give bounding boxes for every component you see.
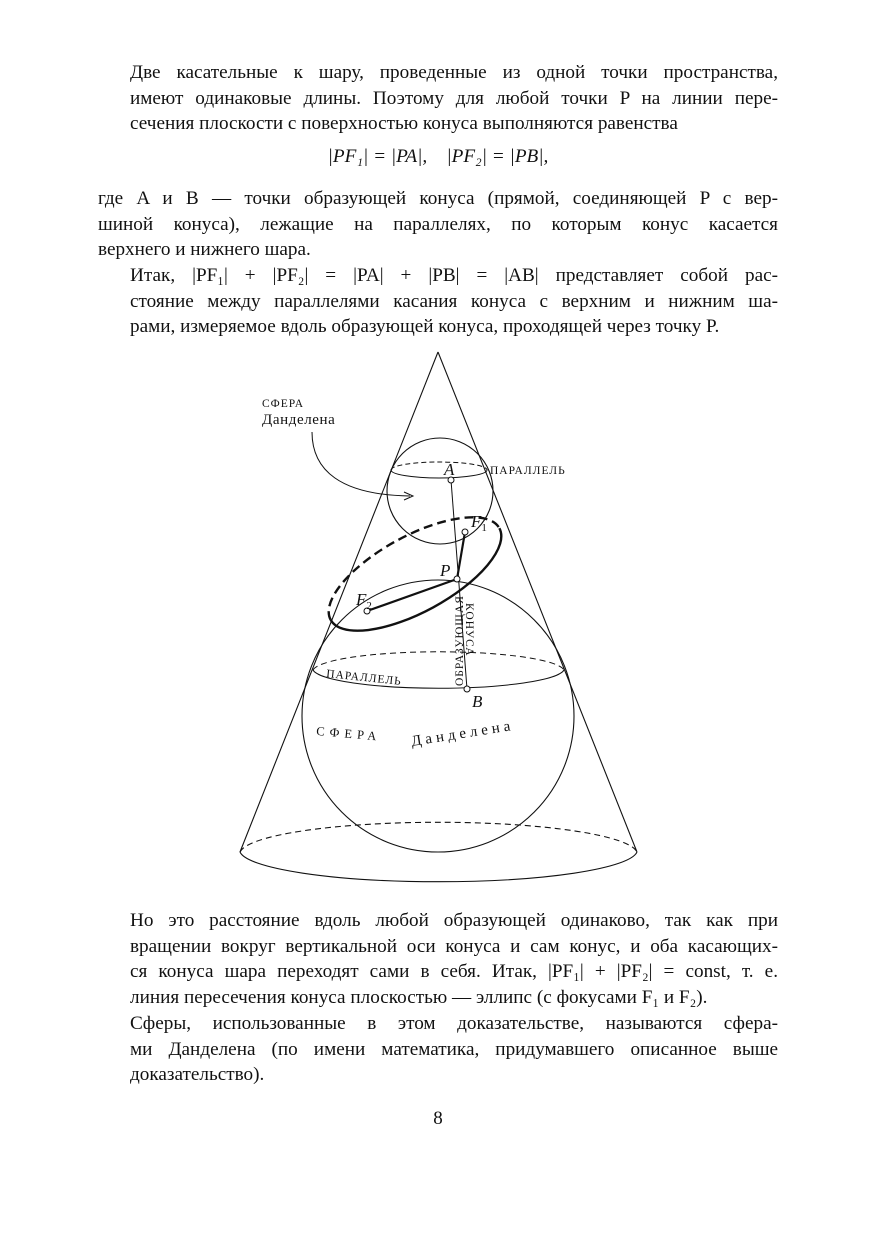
point-F1-label: $F_1$ [471,512,487,534]
paragraph-3-line: рами, измеряемое вдоль образующей конуса, проходящей через точку P. [130,316,720,337]
paragraph-3-line: Итак, |PF₁| + |PF₂| = |PA| + |PB| = |AB| представляет собой рас- [130,265,778,286]
label-generatrix-line1: ОБРАЗУЮЩАЯ [454,595,466,686]
label-sphere-top-line2: Данделена [262,412,336,428]
paragraph-5-line: Сферы, использованные в этом доказательстве, называются сфера- [130,1013,778,1034]
lower-parallel-back [313,652,564,670]
paragraph-4-line: линия пересечения конуса плоскостью — эллипс (с фокусами F₁ и F₂). [130,986,708,1008]
segment-PF2 [367,579,457,611]
paragraph-5-line: доказательство). [130,1064,265,1085]
label-parallel-bottom: ПАРАЛЛЕЛЬ [325,668,403,688]
paragraph-1 [98,60,778,137]
upper-parallel-front [391,470,487,478]
paragraph-2-line: шиной конуса), лежащие на параллелях, по которым конус касается [98,213,778,235]
point-B-label: B [472,692,483,711]
paragraph-1-line: Две касательные к шару, проведенные из одной точки пространства, [130,62,778,83]
paragraph-3 [98,263,778,340]
label-parallel-top: ПАРАЛЛЕЛЬ [490,465,566,477]
cone-base-front [240,852,637,882]
paragraph-4 [98,908,778,1010]
label-sphere-bottom-word1: СФЕРА [315,724,382,744]
label-arrow [312,432,410,496]
paragraph-4-line: вращении вокруг вертикальной оси конуса и сам конус, и оба касающих- [130,935,778,957]
paragraph-5 [98,1011,778,1088]
paragraph-2-line: верхнего и нижнего шара. [98,239,311,260]
point-P-marker [454,576,460,582]
segment-PF1 [457,532,465,579]
paragraph-4-line: ся конуса шара переходят сами в себя. Итак, |PF₁| + |PF₂| = const, т. е. [130,961,778,982]
label-sphere-top-line1: СФЕРА [262,398,305,410]
paragraph-2-line: где A и B — точки образующей конуса (прямой, соединяющей P с вер- [98,188,778,209]
paragraph-1-line: сечения плоскости с поверхностью конуса выполняются равенства [130,113,678,134]
cone-base-back [240,822,637,852]
point-P-label: P [440,561,451,580]
point-F2-label: $F_2$ [356,590,372,612]
cone-right-side [438,352,637,852]
label-generatrix-line2: КОНУСА [463,603,475,657]
dandelin-spheres-figure [0,340,876,900]
upper-parallel-back [391,462,487,470]
label-sphere-bottom-word2: Данделена [410,717,516,750]
lower-dandelin-sphere [302,580,574,852]
paragraph-4-line: Но это расстояние вдоль любой образующей одинаково, так как при [130,910,778,931]
page-number: 8 [433,1108,443,1129]
paragraph-2 [98,186,778,263]
paragraph-5-line: ми Данделена (по имени математика, придумавшего описанное выше [130,1038,778,1060]
paragraph-3-line: стояние между параллелями касания конуса с верхним и нижним ша- [130,290,778,312]
point-F1-marker [462,529,468,535]
point-A-label: A [444,460,455,479]
paragraph-1-line: имеют одинаковые длины. Поэтому для любой точки P на линии пере- [130,87,778,109]
equation-tangent-lengths: |PF₁| = |PA|, |PF₂| = |PB|, [327,146,549,167]
